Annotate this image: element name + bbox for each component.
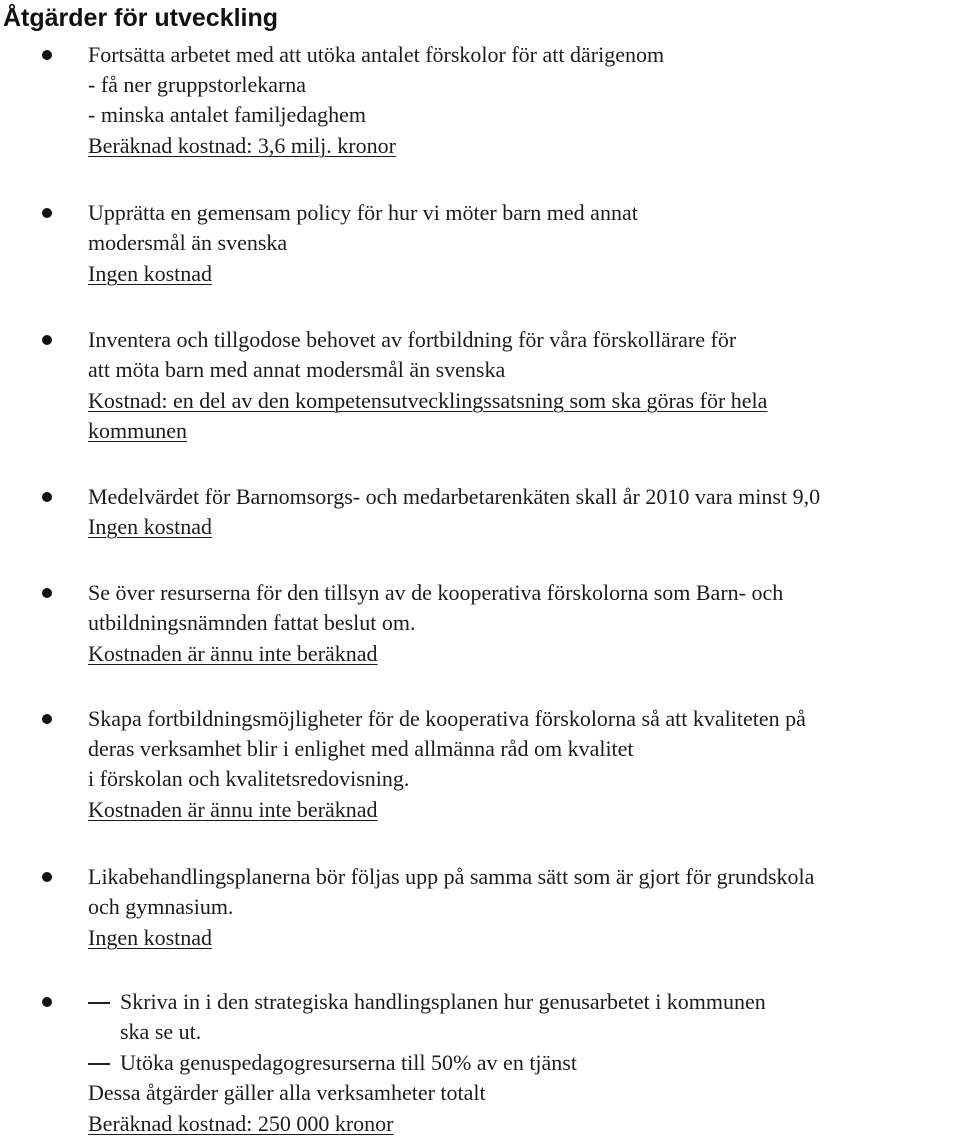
item-text-line: Inventera och tillgodose behovet av fortbildning för våra förskollärare för (88, 327, 737, 352)
item-text-line: i förskolan och kvalitetsredovisning. (88, 766, 410, 791)
item-cost: Kostnad: en del av den kompetensutvecklingssatsning som ska göras för hela (88, 388, 768, 413)
subitem-text-line: Utöka genuspedagogresurserna till 50% av en tjänst (120, 1050, 577, 1075)
item-cost: Beräknad kostnad: 250 000 kronor (88, 1111, 394, 1136)
item-text-line: att möta barn med annat modersmål än svenska (88, 357, 506, 382)
item-cost: kommunen (88, 418, 187, 443)
bullet-icon (42, 588, 52, 598)
bullet-icon (42, 208, 52, 218)
item-text-line: - minska antalet familjedaghem (88, 102, 366, 127)
item-text-line: och gymnasium. (88, 894, 234, 919)
item-cost: Beräknad kostnad: 3,6 milj. kronor (88, 133, 396, 158)
bullet-icon (42, 492, 52, 502)
item-text-line: Skapa fortbildningsmöjligheter för de kooperativa förskolorna så att kvaliteten på (88, 706, 806, 731)
bullet-icon (42, 714, 52, 724)
bullet-icon (42, 50, 52, 60)
item-cost: Kostnaden är ännu inte beräknad (88, 797, 378, 822)
bullet-icon (42, 997, 52, 1007)
item-cost: Ingen kostnad (88, 261, 213, 286)
bullet-icon (42, 872, 52, 882)
item-text-line: - få ner gruppstorlekarna (88, 72, 307, 97)
dash-icon (88, 1063, 110, 1065)
item-text-line: Likabehandlingsplanerna bör följas upp på samma sätt som är gjort för grundskola (88, 864, 815, 889)
subitem-text-line: Skriva in i den strategiska handlingsplanen hur genusarbetet i kommunen (120, 989, 766, 1014)
item-cost: Kostnaden är ännu inte beräknad (88, 641, 378, 666)
item-text-line: Se över resurserna för den tillsyn av de kooperativa förskolorna som Barn- och (88, 580, 784, 605)
page-title: Åtgärder för utveckling (3, 4, 279, 32)
item-text-line: deras verksamhet blir i enlighet med allmänna råd om kvalitet (88, 736, 634, 761)
item-text-line: Medelvärdet för Barnomsorgs- och medarbetarenkäten skall år 2010 vara minst 9,0 (88, 484, 821, 509)
bullet-icon (42, 335, 52, 345)
item-text-line: Dessa åtgärder gäller alla verksamheter totalt (88, 1080, 486, 1105)
item-cost: Ingen kostnad (88, 925, 213, 950)
subitem-text-line: ska se ut. (120, 1019, 202, 1044)
item-text-line: utbildningsnämnden fattat beslut om. (88, 610, 416, 635)
item-text-line: modersmål än svenska (88, 230, 288, 255)
dash-icon (88, 1002, 110, 1004)
item-text-line: Upprätta en gemensam policy för hur vi möter barn med annat (88, 200, 638, 225)
item-cost: Ingen kostnad (88, 514, 213, 539)
item-text-line: Fortsätta arbetet med att utöka antalet förskolor för att därigenom (88, 42, 665, 67)
